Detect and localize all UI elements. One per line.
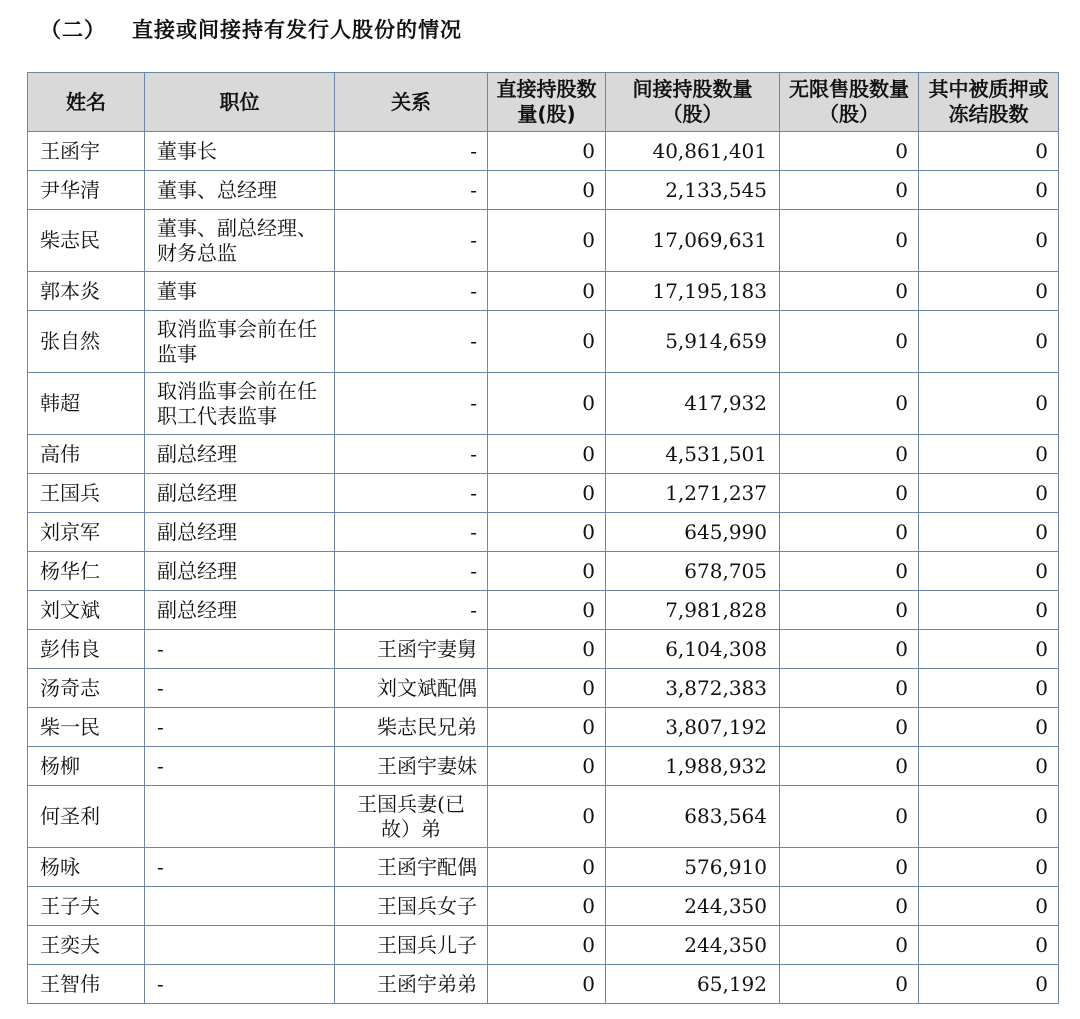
cell-name: 王智伟	[28, 965, 145, 1004]
table-row	[28, 630, 1059, 669]
cell-unrestricted-shares: 0	[780, 965, 919, 1004]
cell-position: -	[145, 669, 335, 708]
cell-relation: -	[335, 311, 488, 373]
cell-direct-shares: 0	[488, 552, 606, 591]
cell-position: 董事	[145, 272, 335, 311]
cell-direct-shares: 0	[488, 373, 606, 435]
cell-relation: -	[335, 373, 488, 435]
cell-position: 取消监事会前在任职工代表监事	[145, 373, 335, 435]
cell-relation: -	[335, 210, 488, 272]
cell-indirect-shares: 40,861,401	[606, 132, 780, 171]
cell-position: -	[145, 708, 335, 747]
cell-unrestricted-shares: 0	[780, 474, 919, 513]
cell-unrestricted-shares: 0	[780, 630, 919, 669]
cell-pledged-shares: 0	[919, 513, 1059, 552]
col-header-pledged: 其中被质押或冻结股数	[919, 73, 1059, 132]
cell-direct-shares: 0	[488, 669, 606, 708]
table-row	[28, 373, 1059, 435]
table-row	[28, 513, 1059, 552]
table-row	[28, 848, 1059, 887]
cell-name: 王奕夫	[28, 926, 145, 965]
table-header-row	[28, 73, 1059, 132]
cell-direct-shares: 0	[488, 786, 606, 848]
cell-pledged-shares: 0	[919, 630, 1059, 669]
cell-unrestricted-shares: 0	[780, 272, 919, 311]
table-row	[28, 132, 1059, 171]
cell-name: 刘京军	[28, 513, 145, 552]
cell-name: 高伟	[28, 435, 145, 474]
cell-relation: 王函宇配偶	[335, 848, 488, 887]
cell-position: 副总经理	[145, 591, 335, 630]
cell-pledged-shares: 0	[919, 272, 1059, 311]
cell-pledged-shares: 0	[919, 669, 1059, 708]
cell-pledged-shares: 0	[919, 474, 1059, 513]
cell-indirect-shares: 1,988,932	[606, 747, 780, 786]
cell-relation: -	[335, 513, 488, 552]
cell-position	[145, 887, 335, 926]
cell-relation: 王函宇妻妹	[335, 747, 488, 786]
table-row	[28, 435, 1059, 474]
cell-position: 副总经理	[145, 552, 335, 591]
cell-relation: -	[335, 435, 488, 474]
cell-name: 尹华清	[28, 171, 145, 210]
cell-pledged-shares: 0	[919, 786, 1059, 848]
cell-unrestricted-shares: 0	[780, 747, 919, 786]
cell-direct-shares: 0	[488, 435, 606, 474]
cell-relation: -	[335, 591, 488, 630]
cell-unrestricted-shares: 0	[780, 210, 919, 272]
cell-direct-shares: 0	[488, 630, 606, 669]
cell-position: 副总经理	[145, 513, 335, 552]
cell-name: 张自然	[28, 311, 145, 373]
cell-name: 杨咏	[28, 848, 145, 887]
cell-unrestricted-shares: 0	[780, 708, 919, 747]
cell-unrestricted-shares: 0	[780, 669, 919, 708]
cell-position: 董事长	[145, 132, 335, 171]
cell-unrestricted-shares: 0	[780, 171, 919, 210]
cell-indirect-shares: 244,350	[606, 887, 780, 926]
cell-relation: 刘文斌配偶	[335, 669, 488, 708]
cell-relation: -	[335, 474, 488, 513]
cell-pledged-shares: 0	[919, 747, 1059, 786]
cell-position: 副总经理	[145, 435, 335, 474]
table-row	[28, 272, 1059, 311]
cell-indirect-shares: 3,807,192	[606, 708, 780, 747]
table-row	[28, 965, 1059, 1004]
cell-indirect-shares: 7,981,828	[606, 591, 780, 630]
cell-unrestricted-shares: 0	[780, 311, 919, 373]
cell-direct-shares: 0	[488, 210, 606, 272]
cell-indirect-shares: 678,705	[606, 552, 780, 591]
cell-pledged-shares: 0	[919, 965, 1059, 1004]
cell-direct-shares: 0	[488, 965, 606, 1004]
cell-pledged-shares: 0	[919, 171, 1059, 210]
cell-name: 王函宇	[28, 132, 145, 171]
cell-relation: 王国兵妻(已故）弟	[335, 786, 488, 848]
section-number: （二）	[40, 18, 106, 42]
cell-indirect-shares: 576,910	[606, 848, 780, 887]
cell-pledged-shares: 0	[919, 552, 1059, 591]
cell-indirect-shares: 17,069,631	[606, 210, 780, 272]
cell-direct-shares: 0	[488, 747, 606, 786]
cell-indirect-shares: 65,192	[606, 965, 780, 1004]
cell-indirect-shares: 5,914,659	[606, 311, 780, 373]
cell-unrestricted-shares: 0	[780, 786, 919, 848]
cell-direct-shares: 0	[488, 474, 606, 513]
cell-pledged-shares: 0	[919, 311, 1059, 373]
cell-pledged-shares: 0	[919, 926, 1059, 965]
cell-name: 柴志民	[28, 210, 145, 272]
cell-unrestricted-shares: 0	[780, 926, 919, 965]
cell-indirect-shares: 645,990	[606, 513, 780, 552]
cell-name: 杨华仁	[28, 552, 145, 591]
cell-relation: -	[335, 552, 488, 591]
cell-position: 董事、副总经理、财务总监	[145, 210, 335, 272]
cell-relation: 王国兵儿子	[335, 926, 488, 965]
cell-indirect-shares: 244,350	[606, 926, 780, 965]
cell-position: -	[145, 848, 335, 887]
shareholding-table	[27, 72, 1059, 1004]
cell-direct-shares: 0	[488, 272, 606, 311]
cell-unrestricted-shares: 0	[780, 887, 919, 926]
table-row	[28, 474, 1059, 513]
cell-position: -	[145, 965, 335, 1004]
cell-name: 刘文斌	[28, 591, 145, 630]
table-row	[28, 311, 1059, 373]
cell-direct-shares: 0	[488, 513, 606, 552]
cell-name: 王国兵	[28, 474, 145, 513]
cell-name: 王子夫	[28, 887, 145, 926]
table-row	[28, 926, 1059, 965]
cell-relation: -	[335, 132, 488, 171]
cell-direct-shares: 0	[488, 887, 606, 926]
cell-unrestricted-shares: 0	[780, 132, 919, 171]
cell-position: -	[145, 747, 335, 786]
cell-pledged-shares: 0	[919, 373, 1059, 435]
cell-pledged-shares: 0	[919, 848, 1059, 887]
cell-indirect-shares: 683,564	[606, 786, 780, 848]
cell-unrestricted-shares: 0	[780, 373, 919, 435]
cell-direct-shares: 0	[488, 132, 606, 171]
cell-name: 韩超	[28, 373, 145, 435]
cell-relation: 王国兵女子	[335, 887, 488, 926]
col-header-position: 职位	[145, 73, 335, 132]
cell-name: 杨柳	[28, 747, 145, 786]
col-header-unrestricted: 无限售股数量（股）	[780, 73, 919, 132]
cell-unrestricted-shares: 0	[780, 513, 919, 552]
cell-relation: 王函宇妻舅	[335, 630, 488, 669]
cell-name: 柴一民	[28, 708, 145, 747]
cell-indirect-shares: 17,195,183	[606, 272, 780, 311]
table-row	[28, 747, 1059, 786]
section-heading	[40, 14, 462, 44]
table-row	[28, 669, 1059, 708]
table-row	[28, 708, 1059, 747]
table-row	[28, 552, 1059, 591]
cell-unrestricted-shares: 0	[780, 591, 919, 630]
cell-unrestricted-shares: 0	[780, 435, 919, 474]
col-header-name: 姓名	[28, 73, 145, 132]
cell-name: 郭本炎	[28, 272, 145, 311]
table-row	[28, 210, 1059, 272]
cell-direct-shares: 0	[488, 926, 606, 965]
cell-indirect-shares: 1,271,237	[606, 474, 780, 513]
cell-unrestricted-shares: 0	[780, 848, 919, 887]
cell-indirect-shares: 6,104,308	[606, 630, 780, 669]
cell-pledged-shares: 0	[919, 210, 1059, 272]
table-row	[28, 887, 1059, 926]
cell-pledged-shares: 0	[919, 708, 1059, 747]
cell-name: 何圣利	[28, 786, 145, 848]
table-row	[28, 786, 1059, 848]
cell-direct-shares: 0	[488, 848, 606, 887]
cell-pledged-shares: 0	[919, 591, 1059, 630]
cell-direct-shares: 0	[488, 311, 606, 373]
cell-indirect-shares: 4,531,501	[606, 435, 780, 474]
cell-position: 取消监事会前在任监事	[145, 311, 335, 373]
cell-pledged-shares: 0	[919, 132, 1059, 171]
cell-direct-shares: 0	[488, 171, 606, 210]
col-header-direct: 直接持股数量(股)	[488, 73, 606, 132]
cell-unrestricted-shares: 0	[780, 552, 919, 591]
cell-pledged-shares: 0	[919, 887, 1059, 926]
col-header-indirect: 间接持股数量（股）	[606, 73, 780, 132]
cell-indirect-shares: 417,932	[606, 373, 780, 435]
cell-indirect-shares: 3,872,383	[606, 669, 780, 708]
cell-name: 汤奇志	[28, 669, 145, 708]
cell-relation: -	[335, 272, 488, 311]
cell-indirect-shares: 2,133,545	[606, 171, 780, 210]
cell-direct-shares: 0	[488, 591, 606, 630]
cell-position: -	[145, 630, 335, 669]
cell-relation: 柴志民兄弟	[335, 708, 488, 747]
section-title: 直接或间接持有发行人股份的情况	[132, 18, 462, 42]
cell-relation: 王函宇弟弟	[335, 965, 488, 1004]
cell-position: 董事、总经理	[145, 171, 335, 210]
cell-position	[145, 786, 335, 848]
table-body	[28, 132, 1059, 1004]
cell-pledged-shares: 0	[919, 435, 1059, 474]
table-row	[28, 171, 1059, 210]
cell-direct-shares: 0	[488, 708, 606, 747]
col-header-relation: 关系	[335, 73, 488, 132]
cell-position	[145, 926, 335, 965]
table-row	[28, 591, 1059, 630]
cell-name: 彭伟良	[28, 630, 145, 669]
cell-relation: -	[335, 171, 488, 210]
cell-position: 副总经理	[145, 474, 335, 513]
